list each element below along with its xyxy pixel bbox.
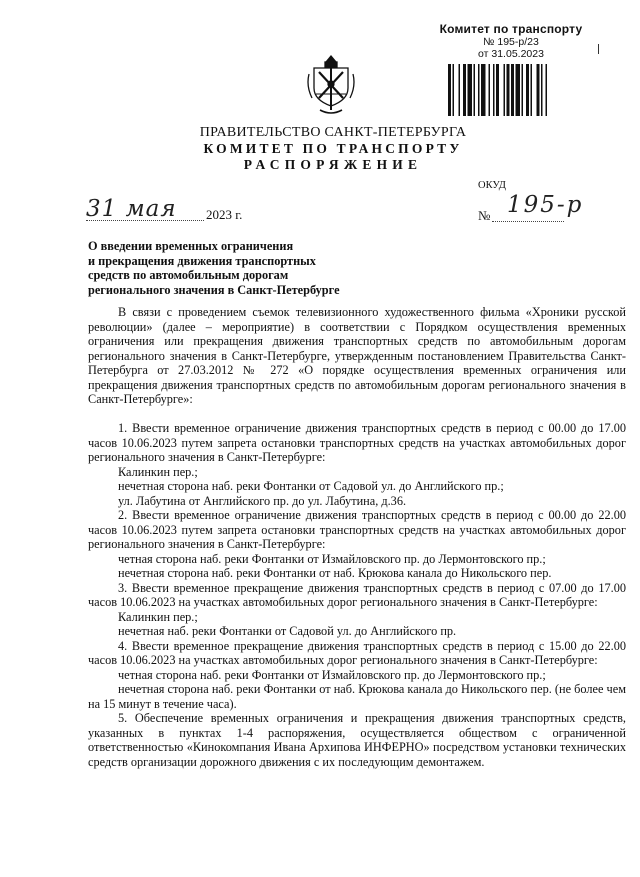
title-line: средств по автомобильным дорогам (88, 268, 289, 282)
barcode-bar (453, 64, 455, 116)
item-1: 1. Ввести временное ограничение движения транспортных средств в период с 00.00 до 17.00 часов 10.06.2023 путем запрета остановки транспортных средств на участках автомобильных дорог регионального значения в Санкт-Петербурге: (88, 421, 626, 464)
government-name: ПРАВИТЕЛЬСТВО САНКТ-ПЕТЕРБУРГА (199, 125, 467, 140)
item-4: 4. Ввести временное прекращение движения транспортных средств в период с 15.00 до 22.00 часов 10.06.2023 на участках автомобильных дорог регионального значения в Санкт-Петербурге: (88, 638, 626, 667)
item-2-street: четная сторона наб. реки Фонтанки от Измайловского пр. до Лермонтовского пр.; (118, 551, 546, 566)
barcode-bar (516, 64, 521, 116)
barcode-bar (541, 64, 543, 116)
barcode-bar (468, 64, 473, 116)
item-4-street: четная сторона наб. реки Фонтанки от Измайловского пр. до Лермонтовского пр.; (118, 667, 546, 682)
barcode-bar (546, 64, 548, 116)
item-1-street: Калинкин пер.; (118, 464, 198, 479)
stamp-date: от 31.05.2023 (478, 48, 544, 60)
barcode-bar (481, 64, 486, 116)
barcode-bar (489, 64, 491, 116)
title-line: и прекращения движения транспортных (88, 253, 316, 268)
barcode-bar (459, 64, 461, 116)
barcode-bar (526, 64, 529, 116)
saint-petersburg-coat-of-arms-icon (306, 54, 356, 118)
okud-label: ОКУД (478, 180, 506, 191)
registration-stamp (430, 22, 592, 126)
barcode-bar (504, 64, 506, 116)
item-1-street: нечетная сторона наб. реки Фонтанки от Садовой ул. до Английского пр.; (118, 479, 504, 493)
barcode-bar (478, 64, 480, 116)
document-title (88, 239, 340, 297)
committee-name: КОМИТЕТ ПО ТРАНСПОРТУ (203, 141, 463, 156)
margin-mark (598, 44, 599, 54)
date-underline (86, 220, 204, 221)
barcode-bar (474, 64, 476, 116)
barcode-bar (448, 64, 451, 116)
barcode-bar (511, 64, 514, 116)
item-4-street: нечетная сторона наб. реки Фонтанки от наб. Крюкова канала до Никольского пер. (не более чем на 15 минут в течение часа). (88, 682, 626, 711)
title-line: регионального значения в Санкт-Петербурге (88, 282, 340, 297)
item-3: 3. Ввести временное прекращение движения транспортных средств в период с 07.00 до 17.00 часов 10.06.2023 на участках автомобильных дорог регионального значения в Санкт-Петербурге: (88, 580, 626, 609)
item-2-street: нечетная сторона наб. реки Фонтанки от наб. Крюкова канала до Никольского пер. (118, 566, 552, 580)
document-type: РАСПОРЯЖЕНИЕ (243, 157, 423, 172)
handwritten-number: 195-р (507, 192, 584, 218)
barcode-bar (531, 64, 533, 116)
number-sign: № (478, 208, 491, 223)
preamble: В связи с проведением съемок телевизионного художественного фильма «Хроники русской революции» (далее – мероприятие) в соответствии с Порядком осуществления временных ограничения или прекращения движения транспортных средств по автомобильным дорогам регионального значения в Санкт-Петербурге, утвержденным постановлением Правительства Санкт-Петербурга от 27.03.2012 № 272 «О порядке осуществления временных ограничения или прекращения движения транспортных средств по автомобильным дорогам регионального значения в Санкт-Петербурге»: (88, 305, 626, 406)
item-1-street: ул. Лабутина от Английского пр. до ул. Лабутина, д.36. (118, 493, 407, 508)
handwritten-date: 31 мая (86, 196, 177, 222)
barcode-bar (522, 64, 524, 116)
barcode-icon (448, 64, 578, 116)
stamp-number: № 195-р/23 (483, 36, 539, 48)
barcode-bar (507, 64, 510, 116)
barcode-bar (496, 64, 499, 116)
item-2: 2. Ввести временное ограничение движения транспортных средств в период с 00.00 до 22.00 часов 10.06.2023 путем запрета остановки транспортных средств на участках автомобильных дорог регионального значения в Санкт-Петербурге: (88, 508, 626, 551)
item-3-street: Калинкин пер.; (118, 609, 198, 624)
barcode-bar (493, 64, 495, 116)
stamp-organization: Комитет по транспорту (439, 22, 583, 36)
item-3-street: нечетная наб. реки Фонтанки от Садовой ул. до Английского пр. (118, 624, 457, 638)
document-year: 2023 г. (206, 207, 243, 222)
barcode-bar (463, 64, 466, 116)
title-line: О введении временных ограничения (88, 239, 294, 253)
order-items (88, 421, 626, 769)
item-5: 5. Обеспечение временных ограничения и прекращения движения транспортных средств, указанных в пунктах 1-4 распоряжения, осуществляется обществом с ограниченной ответственностью «Кинокомпания Ивана Архипова ИНФЕРНО» посредством установки технических средств организации дорожного движения с их последующим демонтажем. (88, 711, 626, 769)
barcode-bar (537, 64, 540, 116)
number-underline (492, 221, 564, 222)
